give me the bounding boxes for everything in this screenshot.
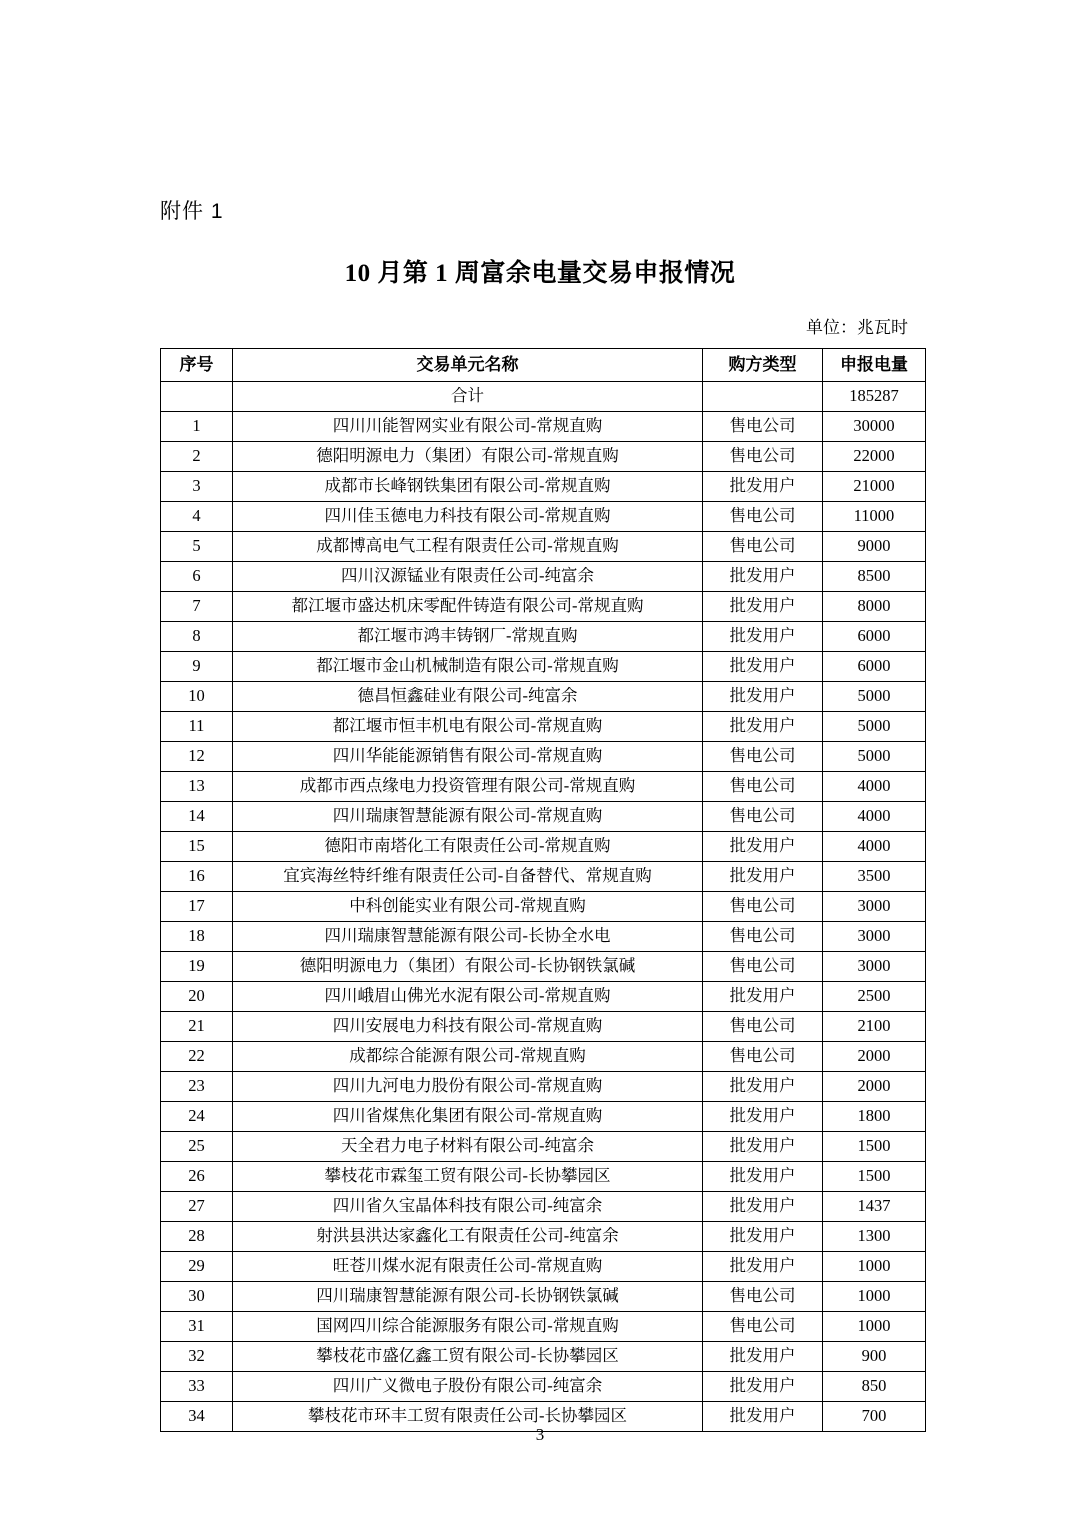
cell-name: 德阳明源电力（集团）有限公司-常规直购 [233, 442, 703, 472]
cell-quantity: 5000 [823, 742, 926, 772]
table-row [161, 1162, 926, 1192]
cell-name: 四川峨眉山佛光水泥有限公司-常规直购 [233, 982, 703, 1012]
cell-quantity: 11000 [823, 502, 926, 532]
cell-index: 31 [161, 1312, 233, 1342]
table-row [161, 502, 926, 532]
table-row [161, 562, 926, 592]
cell-name: 四川汉源锰业有限责任公司-纯富余 [233, 562, 703, 592]
table-row [161, 742, 926, 772]
cell-buyer-type: 批发用户 [703, 472, 823, 502]
cell-quantity: 5000 [823, 682, 926, 712]
cell-quantity: 8500 [823, 562, 926, 592]
cell-name: 攀枝花市环丰工贸有限责任公司-长协攀园区 [233, 1402, 703, 1432]
table-row [161, 1072, 926, 1102]
cell-name: 国网四川综合能源服务有限公司-常规直购 [233, 1312, 703, 1342]
cell-quantity: 2000 [823, 1072, 926, 1102]
cell-name: 四川川能智网实业有限公司-常规直购 [233, 412, 703, 442]
cell-buyer-type: 售电公司 [703, 1282, 823, 1312]
cell-name: 四川华能能源销售有限公司-常规直购 [233, 742, 703, 772]
table-row [161, 892, 926, 922]
table-row [161, 862, 926, 892]
cell-index: 25 [161, 1132, 233, 1162]
table-row [161, 832, 926, 862]
cell-name: 射洪县洪达家鑫化工有限责任公司-纯富余 [233, 1222, 703, 1252]
cell-quantity: 700 [823, 1402, 926, 1432]
cell-buyer-type: 批发用户 [703, 1102, 823, 1132]
table-row [161, 802, 926, 832]
cell-index: 5 [161, 532, 233, 562]
cell-index: 10 [161, 682, 233, 712]
cell-quantity: 5000 [823, 712, 926, 742]
table-row [161, 1312, 926, 1342]
cell-quantity: 4000 [823, 802, 926, 832]
cell-name: 天全君力电子材料有限公司-纯富余 [233, 1132, 703, 1162]
table-row [161, 472, 926, 502]
table-row [161, 1132, 926, 1162]
cell-index: 30 [161, 1282, 233, 1312]
table-row [161, 1042, 926, 1072]
cell-buyer-type: 批发用户 [703, 832, 823, 862]
cell-buyer-type: 售电公司 [703, 922, 823, 952]
table-total-row [161, 382, 926, 412]
cell-index: 16 [161, 862, 233, 892]
cell-index: 11 [161, 712, 233, 742]
cell-name: 都江堰市盛达机床零配件铸造有限公司-常规直购 [233, 592, 703, 622]
cell-buyer-type: 售电公司 [703, 892, 823, 922]
cell-name: 宜宾海丝特纤维有限责任公司-自备替代、常规直购 [233, 862, 703, 892]
cell-quantity: 3000 [823, 922, 926, 952]
cell-name: 旺苍川煤水泥有限责任公司-常规直购 [233, 1252, 703, 1282]
table-row [161, 442, 926, 472]
cell-index: 33 [161, 1372, 233, 1402]
column-header-index: 序号 [161, 349, 233, 382]
cell-buyer-type: 批发用户 [703, 1222, 823, 1252]
page-number: 3 [535, 1425, 545, 1444]
cell-buyer-type: 批发用户 [703, 562, 823, 592]
cell-buyer-type: 批发用户 [703, 1072, 823, 1102]
cell-buyer-type: 售电公司 [703, 502, 823, 532]
cell-index: 15 [161, 832, 233, 862]
cell-name: 德昌恒鑫硅业有限公司-纯富余 [233, 682, 703, 712]
cell-index: 22 [161, 1042, 233, 1072]
cell-quantity: 2100 [823, 1012, 926, 1042]
cell-index: 27 [161, 1192, 233, 1222]
cell-buyer-type: 批发用户 [703, 1252, 823, 1282]
cell-buyer-type: 批发用户 [703, 1132, 823, 1162]
cell-index: 14 [161, 802, 233, 832]
cell-name: 都江堰市鸿丰铸钢厂-常规直购 [233, 622, 703, 652]
cell-quantity: 1437 [823, 1192, 926, 1222]
cell-buyer-type: 批发用户 [703, 862, 823, 892]
table-row [161, 1192, 926, 1222]
cell-buyer-type: 批发用户 [703, 1162, 823, 1192]
cell-index: 2 [161, 442, 233, 472]
cell-buyer-type: 批发用户 [703, 1342, 823, 1372]
column-header-name: 交易单元名称 [233, 349, 703, 382]
cell-buyer-type: 售电公司 [703, 442, 823, 472]
cell-buyer-type: 售电公司 [703, 742, 823, 772]
cell-buyer-type: 售电公司 [703, 1312, 823, 1342]
table-row [161, 952, 926, 982]
cell-index: 28 [161, 1222, 233, 1252]
cell-quantity: 850 [823, 1372, 926, 1402]
cell-index: 17 [161, 892, 233, 922]
cell-name: 德阳市南塔化工有限责任公司-常规直购 [233, 832, 703, 862]
cell-buyer-type: 售电公司 [703, 952, 823, 982]
cell-quantity: 6000 [823, 622, 926, 652]
cell-quantity: 9000 [823, 532, 926, 562]
cell-buyer-type: 批发用户 [703, 982, 823, 1012]
cell-quantity: 3500 [823, 862, 926, 892]
cell-quantity: 21000 [823, 472, 926, 502]
table-row [161, 982, 926, 1012]
cell-buyer-type: 批发用户 [703, 1372, 823, 1402]
cell-quantity: 22000 [823, 442, 926, 472]
cell-name: 四川安展电力科技有限公司-常规直购 [233, 1012, 703, 1042]
table-row [161, 1252, 926, 1282]
cell-name: 成都综合能源有限公司-常规直购 [233, 1042, 703, 1072]
column-header-quantity: 申报电量 [823, 349, 926, 382]
total-quantity: 185287 [823, 382, 926, 412]
declaration-table [160, 348, 926, 1432]
table-body [161, 382, 926, 1432]
total-index [161, 382, 233, 412]
cell-quantity: 4000 [823, 772, 926, 802]
cell-index: 1 [161, 412, 233, 442]
cell-quantity: 30000 [823, 412, 926, 442]
table-row [161, 772, 926, 802]
table-row [161, 682, 926, 712]
page-title: 10 月第 1 周富余电量交易申报情况 [344, 260, 736, 287]
cell-buyer-type: 售电公司 [703, 532, 823, 562]
cell-name: 都江堰市金山机械制造有限公司-常规直购 [233, 652, 703, 682]
cell-quantity: 1000 [823, 1282, 926, 1312]
table-row [161, 712, 926, 742]
cell-name: 德阳明源电力（集团）有限公司-长协钢铁氯碱 [233, 952, 703, 982]
cell-quantity: 1800 [823, 1102, 926, 1132]
total-label: 合计 [233, 382, 703, 412]
cell-quantity: 1300 [823, 1222, 926, 1252]
cell-index: 9 [161, 652, 233, 682]
cell-quantity: 3000 [823, 952, 926, 982]
cell-buyer-type: 批发用户 [703, 592, 823, 622]
cell-name: 四川佳玉德电力科技有限公司-常规直购 [233, 502, 703, 532]
total-buyer-type [703, 382, 823, 412]
cell-quantity: 2000 [823, 1042, 926, 1072]
cell-quantity: 8000 [823, 592, 926, 622]
cell-buyer-type: 售电公司 [703, 772, 823, 802]
unit-note: 单位：兆瓦时 [806, 318, 908, 337]
cell-buyer-type: 批发用户 [703, 1192, 823, 1222]
table-row [161, 592, 926, 622]
table-header-row [161, 349, 926, 382]
cell-name: 四川广义微电子股份有限公司-纯富余 [233, 1372, 703, 1402]
table-row [161, 1282, 926, 1312]
cell-name: 成都市西点缘电力投资管理有限公司-常规直购 [233, 772, 703, 802]
table-row [161, 412, 926, 442]
cell-buyer-type: 批发用户 [703, 652, 823, 682]
cell-buyer-type: 售电公司 [703, 802, 823, 832]
table-row [161, 622, 926, 652]
cell-index: 8 [161, 622, 233, 652]
cell-quantity: 1000 [823, 1252, 926, 1282]
table-row [161, 1012, 926, 1042]
cell-index: 3 [161, 472, 233, 502]
cell-quantity: 1500 [823, 1132, 926, 1162]
cell-index: 34 [161, 1402, 233, 1432]
cell-index: 20 [161, 982, 233, 1012]
cell-name: 四川省煤焦化集团有限公司-常规直购 [233, 1102, 703, 1132]
table-row [161, 1372, 926, 1402]
cell-index: 6 [161, 562, 233, 592]
cell-buyer-type: 批发用户 [703, 622, 823, 652]
cell-name: 四川瑞康智慧能源有限公司-长协钢铁氯碱 [233, 1282, 703, 1312]
cell-quantity: 3000 [823, 892, 926, 922]
cell-buyer-type: 售电公司 [703, 412, 823, 442]
cell-buyer-type: 售电公司 [703, 1042, 823, 1072]
cell-name: 四川九河电力股份有限公司-常规直购 [233, 1072, 703, 1102]
cell-quantity: 6000 [823, 652, 926, 682]
table-row [161, 532, 926, 562]
table-row [161, 1102, 926, 1132]
cell-quantity: 2500 [823, 982, 926, 1012]
cell-index: 26 [161, 1162, 233, 1192]
cell-buyer-type: 批发用户 [703, 682, 823, 712]
cell-index: 32 [161, 1342, 233, 1372]
cell-name: 中科创能实业有限公司-常规直购 [233, 892, 703, 922]
cell-index: 24 [161, 1102, 233, 1132]
cell-quantity: 1000 [823, 1312, 926, 1342]
cell-index: 7 [161, 592, 233, 622]
cell-name: 四川瑞康智慧能源有限公司-常规直购 [233, 802, 703, 832]
cell-index: 21 [161, 1012, 233, 1042]
cell-name: 都江堰市恒丰机电有限公司-常规直购 [233, 712, 703, 742]
cell-name: 攀枝花市霖玺工贸有限公司-长协攀园区 [233, 1162, 703, 1192]
cell-name: 成都博高电气工程有限责任公司-常规直购 [233, 532, 703, 562]
table-row [161, 652, 926, 682]
attachment-label: 附件 1 [160, 200, 224, 223]
cell-index: 29 [161, 1252, 233, 1282]
cell-index: 4 [161, 502, 233, 532]
cell-index: 23 [161, 1072, 233, 1102]
cell-name: 成都市长峰钢铁集团有限公司-常规直购 [233, 472, 703, 502]
cell-quantity: 900 [823, 1342, 926, 1372]
cell-name: 四川省久宝晶体科技有限公司-纯富余 [233, 1192, 703, 1222]
cell-quantity: 4000 [823, 832, 926, 862]
cell-index: 12 [161, 742, 233, 772]
table-row [161, 1222, 926, 1252]
cell-index: 13 [161, 772, 233, 802]
table-row [161, 1342, 926, 1372]
cell-index: 19 [161, 952, 233, 982]
cell-name: 攀枝花市盛亿鑫工贸有限公司-长协攀园区 [233, 1342, 703, 1372]
table-row [161, 922, 926, 952]
cell-buyer-type: 批发用户 [703, 712, 823, 742]
column-header-buyer-type: 购方类型 [703, 349, 823, 382]
cell-index: 18 [161, 922, 233, 952]
cell-name: 四川瑞康智慧能源有限公司-长协全水电 [233, 922, 703, 952]
cell-buyer-type: 售电公司 [703, 1012, 823, 1042]
cell-buyer-type: 批发用户 [703, 1402, 823, 1432]
cell-quantity: 1500 [823, 1162, 926, 1192]
